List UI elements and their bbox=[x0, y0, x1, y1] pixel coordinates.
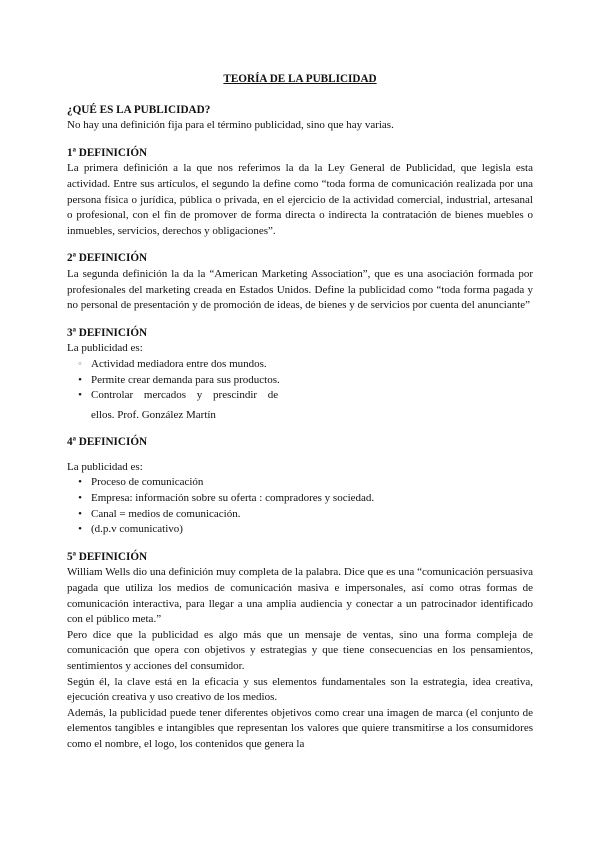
bullet-icon: • bbox=[78, 373, 82, 386]
list-item-text: (d.p.v comunicativo) bbox=[91, 523, 183, 536]
section-heading-def1: 1ª DEFINICIÓN bbox=[67, 146, 148, 159]
list-item-text: Controlar mercados y prescindir de bbox=[91, 389, 279, 402]
list-item-text: Permite crear demanda para sus productos. bbox=[91, 373, 280, 386]
list-item-text: Empresa: información sobre su oferta : compradores y sociedad. bbox=[91, 492, 375, 505]
bullet-icon: • bbox=[78, 523, 82, 536]
section-heading-def2: 2ª DEFINICIÓN bbox=[67, 252, 148, 265]
def5-paragraph-3: Según él, la clave está en la eficacia y sus elementos fundamentales son la estrategia, idea creativa, ejecución creativa y uso creativo de los medios. bbox=[67, 675, 533, 704]
document-title: TEORÍA DE LA PUBLICIDAD bbox=[223, 73, 377, 85]
list-item bbox=[67, 491, 533, 507]
list-item bbox=[67, 373, 533, 389]
document-body bbox=[67, 72, 533, 753]
list-item bbox=[67, 357, 533, 373]
def3-lead: La publicidad es: bbox=[67, 342, 143, 355]
bullet-icon: • bbox=[78, 389, 82, 402]
section-heading-def3: 3ª DEFINICIÓN bbox=[67, 326, 148, 339]
list-item bbox=[67, 388, 533, 404]
bullet-icon: • bbox=[78, 492, 82, 505]
section-heading-intro: ¿QUÉ ES LA PUBLICIDAD? bbox=[67, 103, 211, 116]
def1-paragraph: La primera definición a la que nos referimos la da la Ley General de Publicidad, que legisla esta actividad. Entre sus artículos, el segundo la define como “toda forma de comunicación realizada por una persona física o jurídica, pública o privada, en el ejercicio de la actividad comercial, industrial, artesanal o profesional, con el fin de promover de forma directa o indirecta la contratación de bienes muebles o inmuebles, servicios, derechos y obligaciones”. bbox=[67, 162, 533, 237]
list-item bbox=[67, 507, 533, 523]
def3-list bbox=[67, 357, 533, 404]
list-item bbox=[67, 475, 533, 491]
def2-paragraph: La segunda definición la da la “American Marketing Association”, que es una asociación formada por profesionales del marketing creada en Estados Unidos. Define la publicidad como “toda forma pagada y no personal de presentación y de promoción de ideas, de bienes y de servicios por cuenta del anunciante” bbox=[67, 267, 533, 312]
intro-paragraph: No hay una definición fija para el término publicidad, sino que hay varias. bbox=[67, 119, 394, 132]
section-heading-def5: 5ª DEFINICIÓN bbox=[67, 550, 148, 563]
list-item-text: Proceso de comunicación bbox=[91, 476, 204, 489]
def4-list bbox=[67, 475, 533, 537]
section-heading-def4: 4ª DEFINICIÓN bbox=[67, 436, 148, 449]
def4-lead: La publicidad es: bbox=[67, 460, 143, 473]
list-item bbox=[67, 522, 533, 538]
def5-paragraph-1: William Wells dio una definición muy completa de la palabra. Dice que es una “comunicación persuasiva pagada que utiliza los medios de comunicación masiva e impersonales, así como otras formas de comunicación interactiva, para llegar a una amplia audiencia y conectar a un patrocinador identificado con el público meta.” bbox=[67, 566, 533, 626]
def5-paragraph-4: Además, la publicidad puede tener diferentes objetivos como crear una imagen de marca (el conjunto de elementos tangibles e intangibles que representan los valores que quiere transmitirse a los consumidores como el nombre, el logo, los contenidos que genera la bbox=[67, 706, 533, 750]
def3-continuation: ellos. Prof. González Martín bbox=[91, 408, 216, 421]
def5-paragraph-2: Pero dice que la publicidad es algo más que un mensaje de ventas, sino una forma compleja de comunicación que opera con objetivos y estrategias y que tiene consecuencias en los pensamientos, sentimientos y acciones del consumidor. bbox=[67, 628, 533, 672]
list-item-text: Canal = medios de comunicación. bbox=[91, 507, 241, 520]
bullet-icon: • bbox=[78, 476, 82, 489]
list-item-text: Actividad mediadora entre dos mundos. bbox=[91, 357, 267, 370]
bullet-icon: ◦ bbox=[78, 357, 82, 370]
bullet-icon: • bbox=[78, 507, 82, 520]
